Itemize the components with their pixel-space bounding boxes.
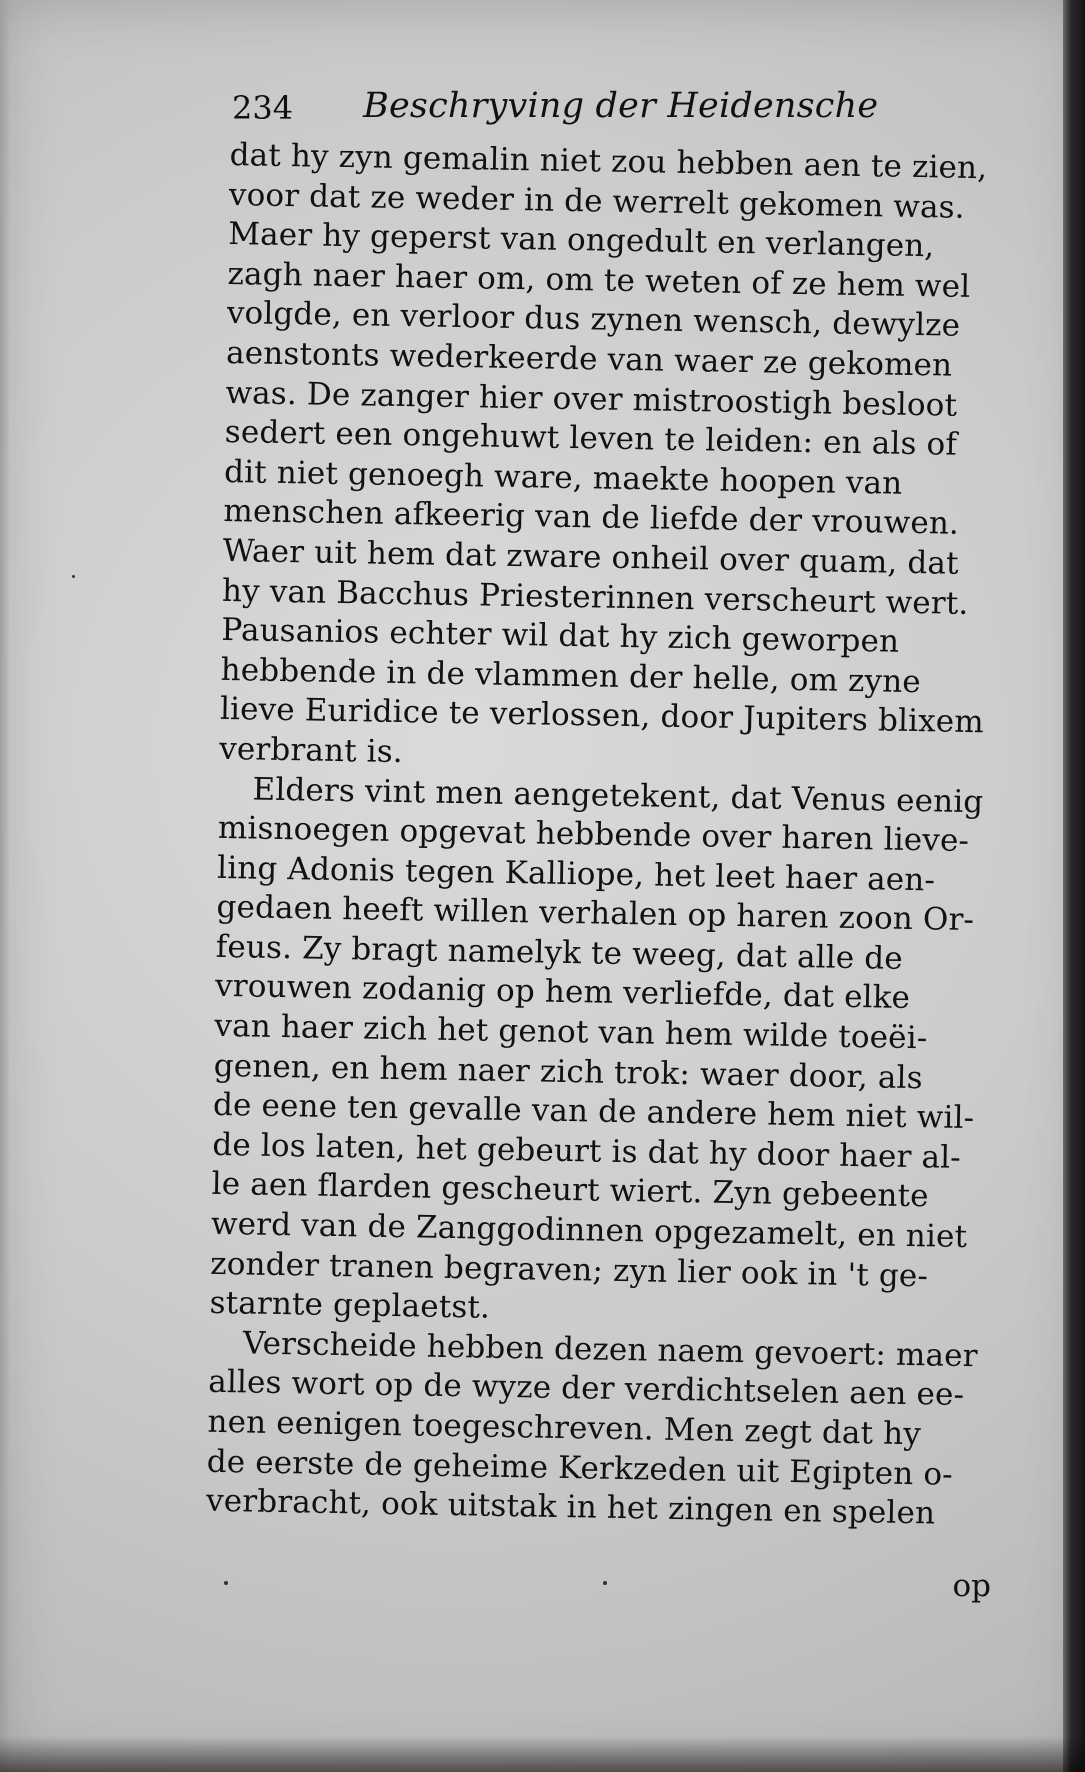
text-line: nen eenigen toegeschreven. Men zegt dat hy [207,1403,922,1453]
text-line: starnte geplaetst. [209,1285,491,1326]
text-line: vrouwen zodanig op hem verliefde, dat elke [214,968,911,1017]
text-line: de los laten, het gebeurt is dat hy door haer al- [212,1126,962,1176]
book-binding-shadow [1063,0,1085,1772]
text-line: alles wort op de wyze der verdichtselen aen ee- [207,1364,965,1414]
text-line: voor dat ze weder in de werrelt gekomen was. [228,176,966,226]
page-number: 234 [232,89,294,127]
paragraph-start-line: Verscheide hebben dezen naem gevoert: maer [242,1325,978,1375]
page-header [232,68,952,127]
text-line: le aen flarden gescheurt wiert. Zyn gebeente [211,1166,929,1215]
paragraph-start-line: Elders vint men aengetekent, dat Venus eenig [252,770,984,820]
ink-speck [72,575,75,578]
text-line: misnoegen opgevat hebbende over haren lieve- [217,809,970,860]
text-line: de eene ten gevalle van de andere hem niet wil- [212,1087,975,1137]
text-line: van haer zich het genot van hem wilde toeëi- [214,1007,928,1057]
body-text [206,136,1010,1535]
text-line: genen, en hem naer zich trok: waer door, als [213,1047,924,1096]
text-line: dat hy zyn gemalin niet zou hebben aen te zien, [229,136,988,187]
text-line: hy van Bacchus Priesterinnen verscheurt wert. [221,572,969,622]
running-title: Beschryving der Heidensche [363,86,879,126]
text-line: verbracht, ook uitstak in het zingen en spelen [205,1482,936,1532]
text-line: sedert een ongehuwt leven te leiden: en als of [224,414,958,463]
text-line: was. De zanger hier over mistroostigh besloot [225,374,958,424]
text-line: gedaen heeft willen verhalen op haren zoon Or- [216,889,975,939]
catchword: op [952,1568,991,1604]
text-line: volgde, en verloor dus zynen wensch, dewylze [226,295,961,345]
text-line: menschen afkeerig van de liefde der vrouwen. [223,493,960,543]
page-left-edge [0,0,10,1772]
text-line: zonder tranen begraven; zyn lier ook in 't ge- [210,1245,929,1294]
text-line: aenstonts wederkeerde van waer ze gekomen [225,334,953,384]
text-line: Maer hy geperst van ongedult en verlangen, [227,216,935,265]
text-line: Waer uit hem dat zware onheil over quam, dat [222,532,959,582]
text-line: zagh naer haer om, om te weten of ze hem wel [227,255,971,305]
text-line: ling Adonis tegen Kalliope, het leet haer aen- [216,849,936,899]
text-line: feus. Zy bragt namelyk te weeg, dat alle de [215,928,904,977]
text-line: de eerste de geheime Kerkzeden uit Egipten o- [206,1443,954,1493]
ink-speck [603,1581,607,1585]
text-line: hebbende in de vlammen der helle, om zyne [220,651,922,700]
text-line: dit niet genoegh ware, maekte hoopen van [223,453,903,502]
text-line: lieve Euridice te verlossen, door Jupiters blixem [219,691,985,741]
text-line: werd van de Zanggodinnen opgezamelt, en niet [210,1205,968,1256]
page-bottom-shadow [0,1736,1085,1772]
text-line: Pausanios echter wil dat hy zich geworpen [221,612,900,660]
text-line: verbrant is. [218,730,404,771]
ink-speck [224,1581,228,1585]
